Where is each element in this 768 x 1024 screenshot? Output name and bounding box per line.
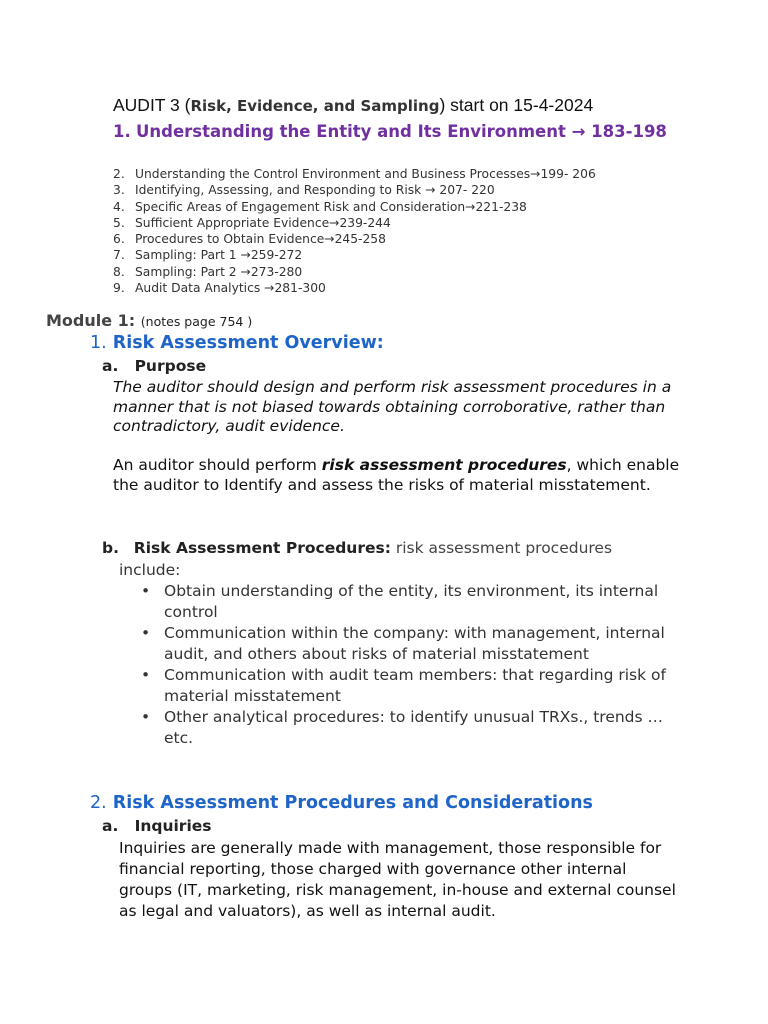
purpose-statement: The auditor should design and perform risk assessment procedures in a manner that is not biased towards obtaining corroborative, rather than contradictory, audit evidence. — [113, 378, 672, 435]
purpose-paragraph-emphasis: risk assessment procedures — [321, 456, 567, 474]
purpose-paragraph-start: An auditor should perform — [113, 456, 322, 474]
topic-number: 7. — [113, 248, 125, 263]
section-2-heading — [90, 793, 593, 813]
section-1-title: Risk Assessment Overview: — [112, 333, 384, 353]
topic-1-heading — [113, 120, 683, 143]
bullet-icon: • — [141, 666, 151, 684]
topic-number: 2. — [113, 167, 125, 181]
list-item-text: Communication within the company: with management, internal audit, and others about risks of material misstatement — [164, 624, 665, 663]
subsection-intro-continued: include: — [119, 561, 181, 579]
list-item — [141, 707, 684, 749]
subsection-purpose-heading — [102, 357, 206, 375]
section-1-heading — [90, 333, 384, 353]
purpose-paragraph-end: , which enable the auditor to Identify and assess the risks of material misstatement. — [113, 456, 680, 494]
topic-number: 5. — [113, 215, 125, 230]
subsection-procedures-heading — [102, 539, 612, 557]
module-label: Module 1: — [46, 311, 136, 330]
list-item — [141, 581, 684, 623]
list-item-text: Obtain understanding of the entity, its environment, its internal control — [164, 582, 659, 621]
section-2-title: Risk Assessment Procedures and Considerations — [112, 793, 593, 813]
topic-label: Sufficient Appropriate Evidence→239-244 — [135, 215, 391, 230]
module-note: (notes page 754 ) — [140, 314, 253, 329]
bullet-icon: • — [141, 624, 151, 642]
subsection-title: Purpose — [134, 357, 207, 375]
topic-label: Sampling: Part 2 →273-280 — [135, 264, 303, 279]
subsection-label: a. — [102, 817, 119, 835]
title-prefix: AUDIT 3 ( — [113, 95, 191, 115]
topic-label: Specific Areas of Engagement Risk and Consideration→221-238 — [135, 199, 527, 214]
topic-label: Procedures to Obtain Evidence→245-258 — [135, 232, 386, 247]
purpose-paragraph — [113, 456, 683, 495]
list-item-text: Communication with audit team members: that regarding risk of material misstatement — [164, 666, 666, 705]
section-1-number: 1. — [90, 333, 107, 353]
inquiries-paragraph: Inquiries are generally made with management, those responsible for financial reporting, those charged with governance other internal groups (IT, marketing, risk management, in-house and external counsel as legal and valuators), as well as internal audit. — [119, 839, 676, 920]
section-2-number: 2. — [90, 793, 107, 813]
topic-label: Identifying, Assessing, and Responding to Risk → 207- 220 — [135, 183, 495, 198]
topic-label: Sampling: Part 1 →259-272 — [135, 248, 303, 263]
title-suffix: ) start on 15-4-2024 — [439, 95, 594, 115]
topic-number: 6. — [113, 232, 125, 247]
list-item — [141, 623, 684, 665]
subsection-inquiries-heading — [102, 817, 212, 835]
module-heading — [46, 311, 252, 330]
subsection-intro: risk assessment procedures — [390, 539, 613, 557]
topic-1-text: Understanding the Entity and Its Environment → 183-198 — [136, 122, 667, 141]
document-title — [113, 95, 593, 116]
bullet-icon: • — [141, 708, 151, 726]
topic-1-number: 1. — [113, 122, 131, 141]
procedures-bullet-list — [141, 581, 684, 749]
title-subtitle: Risk, Evidence, and Sampling — [190, 97, 440, 115]
list-item-text: Other analytical procedures: to identify unusual TRXs., trends …etc. — [164, 708, 664, 747]
subsection-title: Inquiries — [134, 817, 212, 835]
topic-number: 3. — [113, 183, 125, 198]
subsection-label: a. — [102, 357, 119, 375]
subsection-label: b. — [102, 539, 119, 557]
bullet-icon: • — [141, 582, 151, 600]
topic-number: 4. — [113, 199, 125, 214]
topic-label: Understanding the Control Environment and Business Processes→199- 206 — [135, 167, 596, 181]
list-item — [141, 665, 684, 707]
subsection-title: Risk Assessment Procedures: — [133, 539, 391, 557]
topic-number: 8. — [113, 264, 125, 279]
topic-number: 9. — [113, 281, 125, 296]
topic-label: Audit Data Analytics →281-300 — [135, 281, 326, 296]
